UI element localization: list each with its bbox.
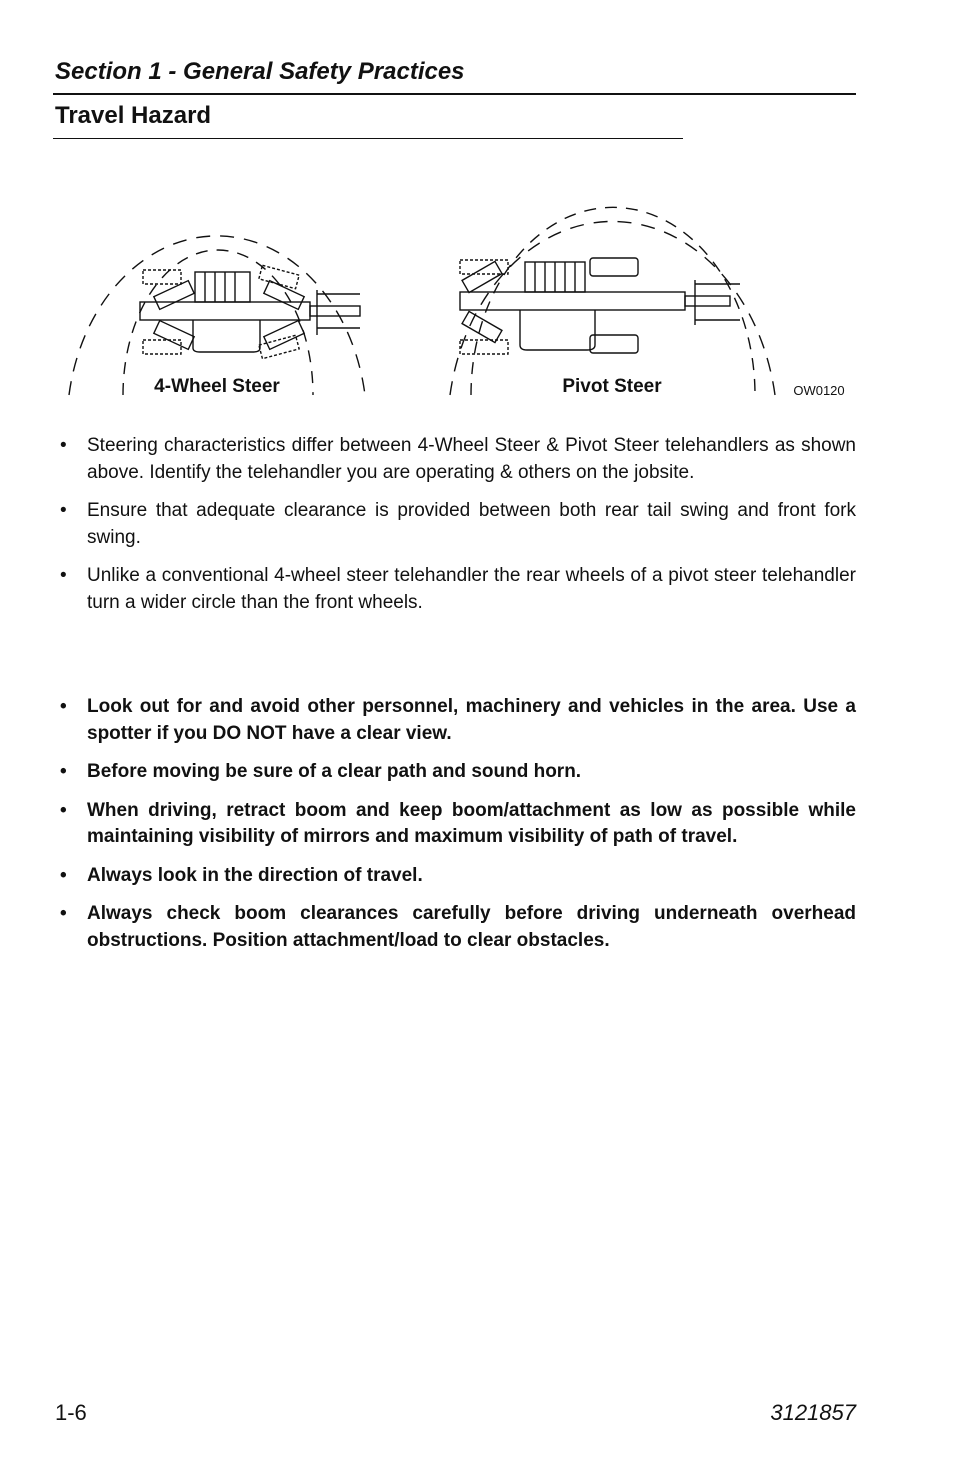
list-item: • Ensure that adequate clearance is provided between both rear tail swing and front fork swing. xyxy=(55,498,856,551)
steering-notes-list xyxy=(55,433,856,628)
inner-swing-arc-right xyxy=(471,207,755,395)
label-pivot-steer: Pivot Steer xyxy=(562,376,662,397)
header-rule xyxy=(53,93,856,95)
figure-code: OW0120 xyxy=(793,383,845,398)
label-four-wheel-steer: 4-Wheel Steer xyxy=(154,376,280,397)
document-number: 3121857 xyxy=(770,1400,856,1425)
list-item: • When driving, retract boom and keep boom/attachment as low as possible while maintaining visibility of mirrors and maximum visibility of path of travel. xyxy=(55,798,856,851)
four-wheel-steer-machine xyxy=(140,265,360,358)
outer-swing-arc-right xyxy=(450,221,775,395)
list-item: • Before moving be sure of a clear path and sound horn. xyxy=(55,759,856,786)
list-item: • Always look in the direction of travel. xyxy=(55,863,856,890)
list-item: • Unlike a conventional 4-wheel steer telehandler the rear wheels of a pivot steer telehandler turn a wider circle than the front wheels. xyxy=(55,563,856,616)
page-subtitle: Travel Hazard xyxy=(55,102,212,129)
section-title: Section 1 - General Safety Practices xyxy=(55,58,465,85)
subtitle-rule xyxy=(53,138,683,139)
page-number: 1-6 xyxy=(55,1400,87,1425)
list-item: • Always check boom clearances carefully before driving underneath overhead obstructions. Position attachment/load to clear obstacles. xyxy=(55,901,856,954)
travel-safety-list xyxy=(55,694,856,966)
list-item: • Steering characteristics differ between 4-Wheel Steer & Pivot Steer telehandlers as shown above. Identify the telehandler you are operating & others on the jobsite. xyxy=(55,433,856,486)
steering-diagram xyxy=(55,180,855,405)
list-item: • Look out for and avoid other personnel, machinery and vehicles in the area. Use a spotter if you DO NOT have a clear view. xyxy=(55,694,856,747)
pivot-steer-machine xyxy=(460,258,740,354)
